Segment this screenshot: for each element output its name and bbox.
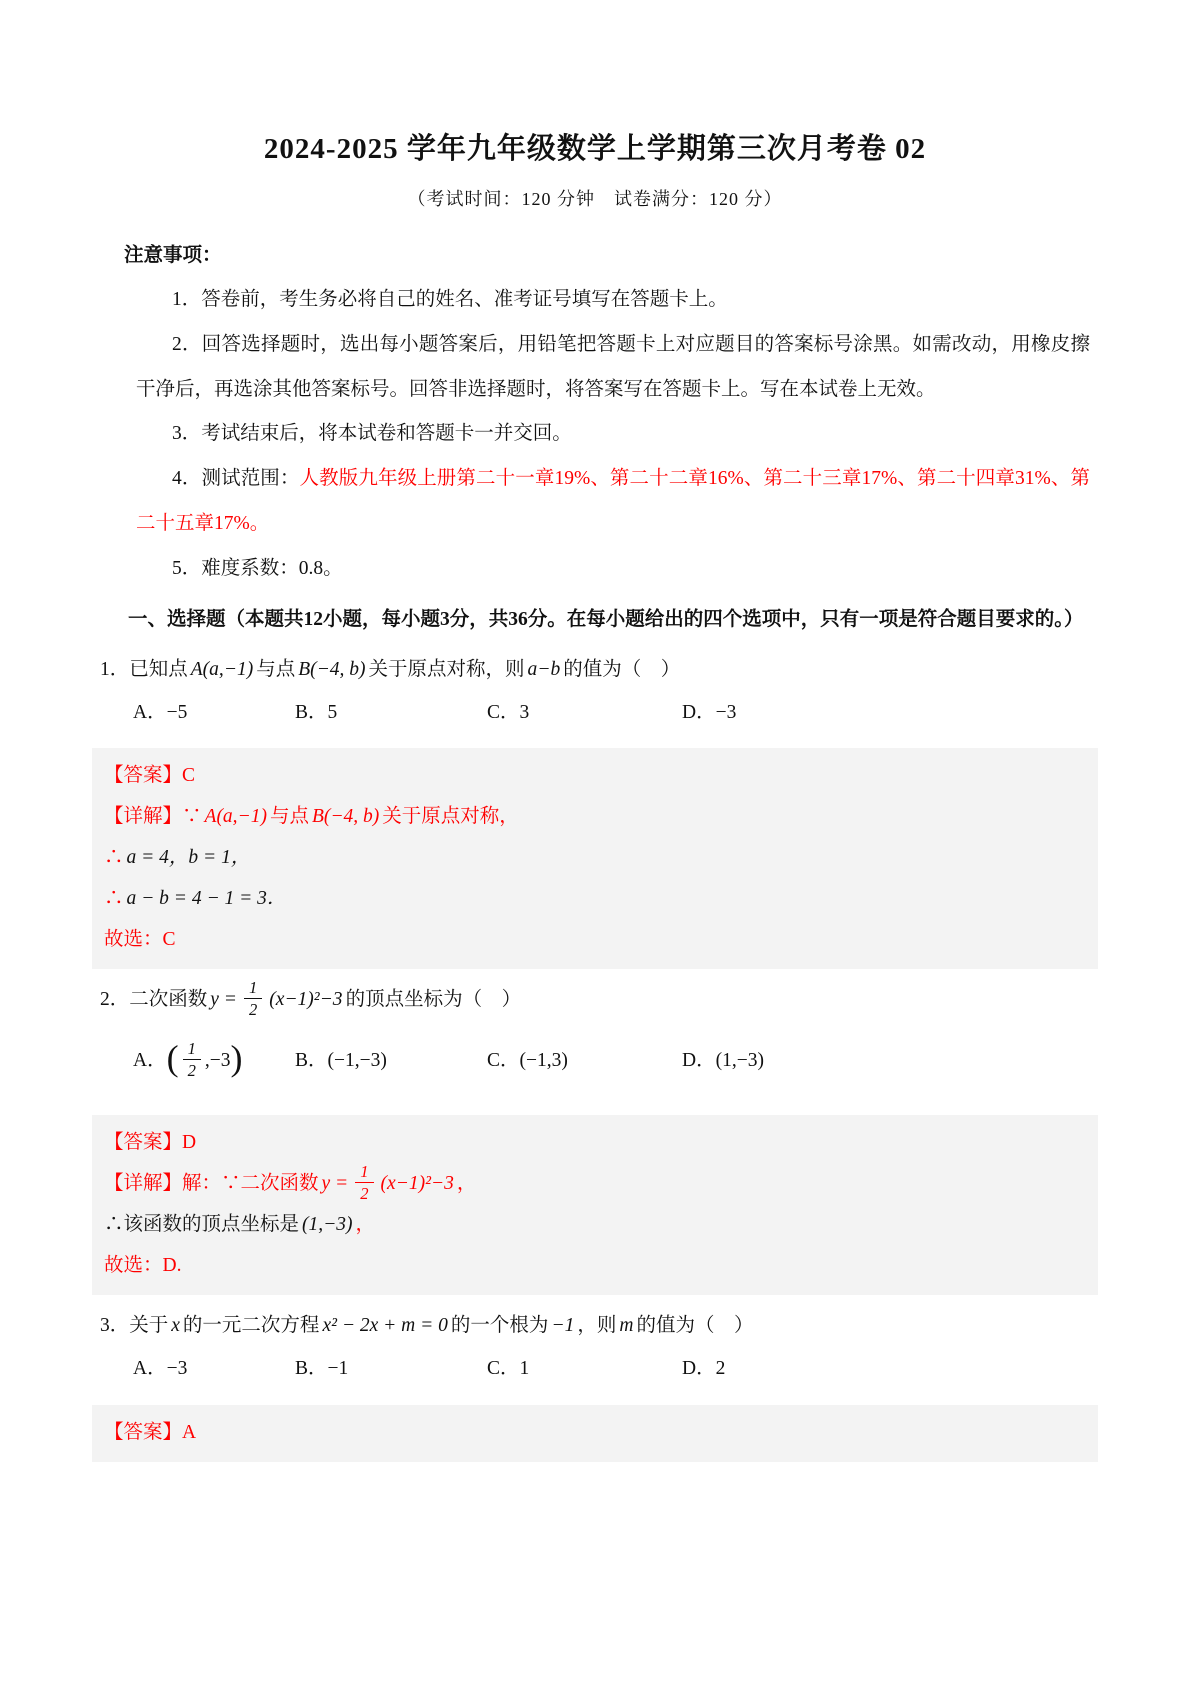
q3-stem-math-m: m xyxy=(619,1315,634,1337)
detail-label: 【详解】 xyxy=(104,806,183,828)
exam-subtitle: （考试时间：120 分钟 试卷满分：120 分） xyxy=(407,189,783,209)
question-1-option-b: B．5 xyxy=(295,701,338,723)
q1-detail-math-result: a − b = 4 − 1 = 3． xyxy=(126,888,287,910)
q2-detail-line-1 xyxy=(104,1164,1086,1205)
fraction-one-half xyxy=(355,1162,373,1203)
q1-stem-text-4: 的值为（ ） xyxy=(563,658,681,680)
q2-conclusion: 故选：D. xyxy=(104,1255,182,1277)
q3-stem-math-equation: x² − 2x + m = 0 xyxy=(322,1315,448,1337)
therefore-symbol: ∴ xyxy=(104,847,124,869)
q3-stem-math-x: x xyxy=(171,1315,180,1337)
q2-detail-comma-2: ， xyxy=(355,1214,376,1236)
close-paren: ) xyxy=(230,1038,243,1078)
q1-detail-text-2: 关于原点对称， xyxy=(382,806,519,828)
q3-stem-text-4: ，则 xyxy=(577,1315,617,1337)
q1-stem-math-expr: a−b xyxy=(527,658,561,680)
notice-item-4 xyxy=(136,457,1090,547)
q2-option-a-value: ,−3 xyxy=(204,1050,231,1072)
question-2-option-c: C．(−1,3) xyxy=(487,1050,568,1072)
q1-stem-math-point-a: A(a,−1) xyxy=(190,658,254,680)
fraction-denominator: 2 xyxy=(248,1000,258,1020)
section-1-header: 一、选择题（本题共12小题，每小题3分，共36分。在每小题给出的四个选项中，只有一项是符合题目要求的。） xyxy=(128,608,1084,630)
q1-stem-text-3: 关于原点对称，则 xyxy=(368,658,525,680)
q3-answer-value: A xyxy=(182,1421,197,1443)
q1-detail-text: 与点 xyxy=(269,806,309,828)
q1-answer-line xyxy=(104,756,1086,797)
question-2-options xyxy=(133,1022,1090,1101)
q2-stem-text-2: 的顶点坐标为（ ） xyxy=(345,989,522,1011)
q1-stem-text-2: 与点 xyxy=(256,658,296,680)
q1-conclusion: 故选：C xyxy=(104,929,176,951)
answer-label: 【答案】 xyxy=(104,1132,183,1154)
question-3-option-b: B．−1 xyxy=(295,1358,349,1380)
q1-detail-math-ab-values: a = 4，b = 1， xyxy=(126,847,251,869)
fraction-denominator: 2 xyxy=(187,1061,196,1081)
q1-conclusion-line xyxy=(104,920,1086,961)
q1-answer-value: C xyxy=(182,765,196,787)
fraction-numerator: 1 xyxy=(244,978,262,999)
answer-label: 【答案】 xyxy=(104,1421,183,1443)
question-1-stem xyxy=(100,649,1090,692)
q2-stem-math-post: (x−1)²−3 xyxy=(269,989,343,1011)
q2-detail-comma: ， xyxy=(456,1173,477,1195)
q1-detail-line-3 xyxy=(104,879,1086,920)
question-3-option-c: C．1 xyxy=(487,1358,530,1380)
q1-stem-math-point-b: B(−4, b) xyxy=(298,658,366,680)
q3-stem-text-2: 的一元二次方程 xyxy=(182,1315,320,1337)
q2-conclusion-line xyxy=(104,1246,1086,1287)
q1-detail-line-1 xyxy=(104,797,1086,838)
question-1-answer-block xyxy=(92,748,1098,969)
question-1-option-a: A．−5 xyxy=(133,701,188,723)
question-2-option-a xyxy=(133,1022,295,1101)
q2-stem-math-pre: y = xyxy=(210,989,237,1011)
question-2-option-d: D．(1,−3) xyxy=(682,1050,764,1072)
q2-stem-text-1: 2．二次函数 xyxy=(100,989,208,1011)
question-2-option-b: B．(−1,−3) xyxy=(295,1050,387,1072)
q3-stem-math-root: −1 xyxy=(551,1315,575,1337)
detail-label: 【详解】 xyxy=(104,1173,183,1195)
q1-stem-text-1: 1．已知点 xyxy=(100,658,188,680)
question-3-option-d: D．2 xyxy=(682,1358,726,1380)
q2-detail-line-2 xyxy=(104,1205,1086,1246)
fraction-one-half xyxy=(183,1039,201,1080)
q2-detail-text-2: ∴该函数的顶点坐标是 xyxy=(104,1214,300,1236)
exam-title: 2024-2025 学年九年级数学上学期第三次月考卷 02 xyxy=(263,133,927,165)
fraction-denominator: 2 xyxy=(360,1184,369,1204)
question-2-answer-block xyxy=(92,1115,1098,1295)
question-3-option-a: A．−3 xyxy=(133,1358,188,1380)
question-3-stem xyxy=(100,1305,1090,1348)
q1-detail-line-2 xyxy=(104,838,1086,879)
question-1-options xyxy=(133,692,1090,735)
notice-item-4-label: 4．测试范围： xyxy=(172,468,300,490)
notice-item-5: 5．难度系数：0.8。 xyxy=(172,557,343,579)
question-1-option-c: C．3 xyxy=(487,701,530,723)
q3-stem-text-3: 的一个根为 xyxy=(450,1315,549,1337)
notice-item-1: 1．答卷前，考生务必将自己的姓名、准考证号填写在答题卡上。 xyxy=(172,288,728,310)
q3-stem-text-5: 的值为（ ） xyxy=(636,1315,754,1337)
question-3-answer-block xyxy=(92,1405,1098,1462)
fraction-one-half xyxy=(244,978,262,1019)
notice-header: 注意事项： xyxy=(124,245,222,266)
q1-detail-math-point-a: A(a,−1) xyxy=(204,806,267,828)
fraction-numerator: 1 xyxy=(183,1039,201,1060)
q2-detail-text-1: 解：∵二次函数 xyxy=(182,1173,319,1195)
question-1-option-d: D．−3 xyxy=(682,701,737,723)
q1-detail-math-point-b: B(−4, b) xyxy=(311,806,380,828)
answer-label: 【答案】 xyxy=(104,765,183,787)
q2-answer-line xyxy=(104,1123,1086,1164)
q2-answer-value: D xyxy=(182,1132,197,1154)
q2-detail-math-vertex: (1,−3) xyxy=(302,1214,353,1236)
q3-stem-text-1: 3．关于 xyxy=(100,1315,169,1337)
fraction-numerator: 1 xyxy=(355,1162,373,1183)
therefore-symbol: ∴ xyxy=(104,888,124,910)
notice-item-4-test-range: 人教版九年级上册第二十一章19%、第二十二章16%、第二十三章17%、第二十四章31%、第二十五章17%。 xyxy=(136,468,1090,535)
q2-option-a-label: A． xyxy=(133,1050,167,1072)
question-2-stem xyxy=(100,979,1090,1022)
open-paren: ( xyxy=(166,1038,179,1078)
q1-detail-because: ∵ xyxy=(182,806,202,828)
notice-item-2: 2．回答选择题时，选出每小题答案后，用铅笔把答题卡上对应题目的答案标号涂黑。如需改动，用橡皮擦干净后，再选涂其他答案标号。回答非选择题时，将答案写在答题卡上。写在本试卷上无效。 xyxy=(136,333,1090,400)
q3-answer-line xyxy=(104,1413,1086,1454)
question-3-options xyxy=(133,1348,1090,1391)
q2-detail-math-pre: y = xyxy=(321,1173,349,1195)
q2-detail-math-post: (x−1)²−3 xyxy=(380,1173,454,1195)
notice-item-3: 3．考试结束后，将本试卷和答题卡一并交回。 xyxy=(172,423,572,445)
